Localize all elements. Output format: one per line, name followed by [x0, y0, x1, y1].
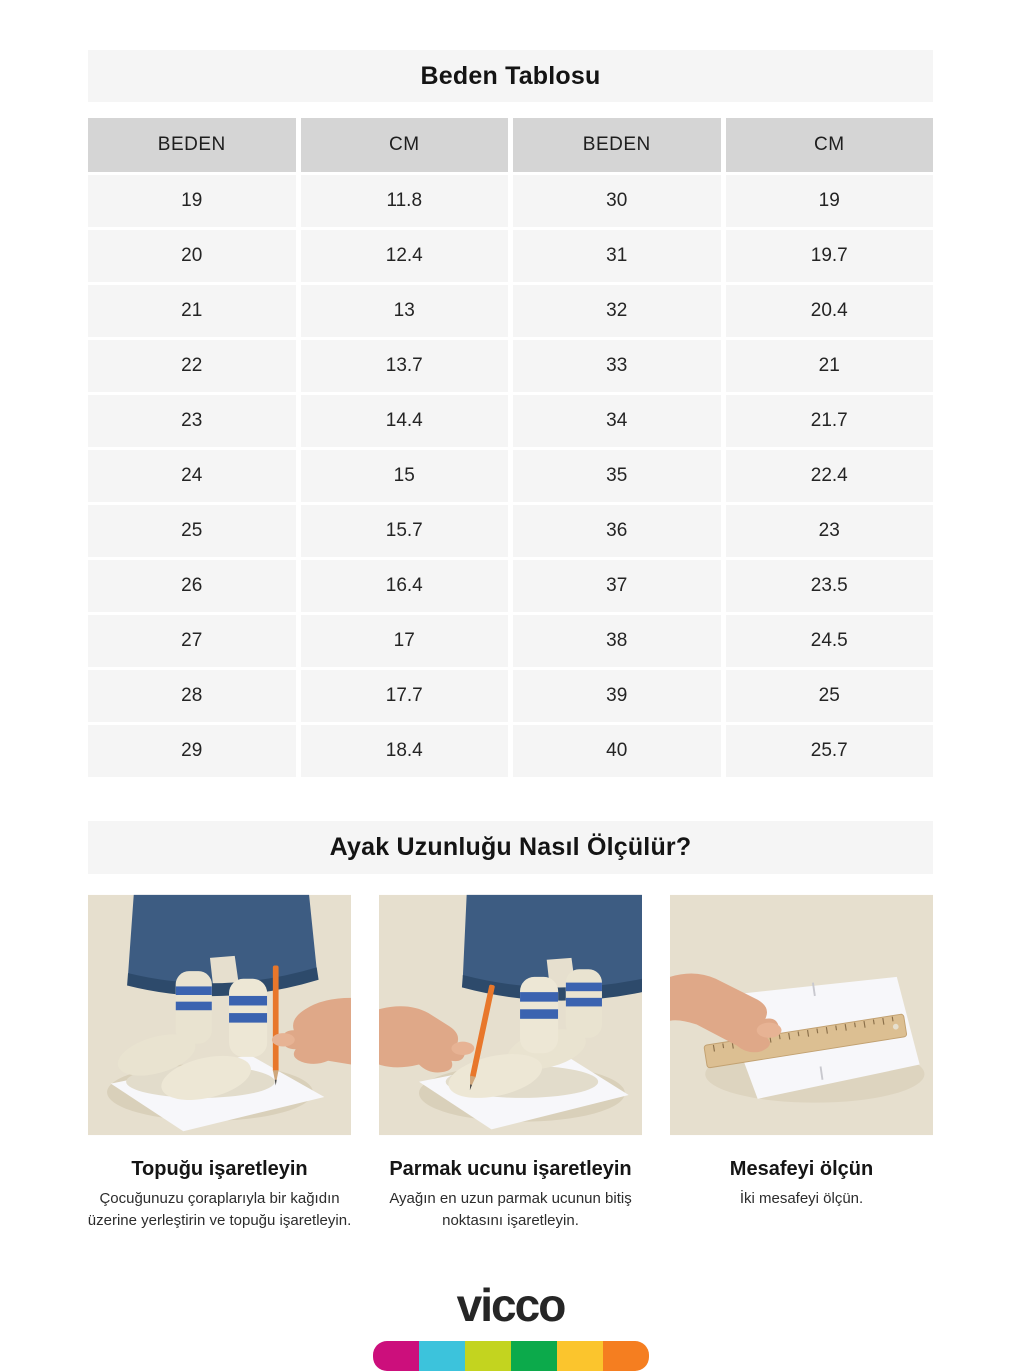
- step-mark-heel: [88, 889, 351, 1232]
- rainbow-segment: [511, 1341, 557, 1371]
- size-cell: 38: [513, 615, 721, 667]
- vicco-logo: vicco: [456, 1278, 565, 1331]
- size-cell: 24: [88, 450, 296, 502]
- size-cell: 20.4: [726, 285, 934, 337]
- size-cell: 25: [88, 505, 296, 557]
- size-cell: 29: [88, 725, 296, 777]
- size-cell: 25: [726, 670, 934, 722]
- size-cell: 22: [88, 340, 296, 392]
- size-cell: 14.4: [301, 395, 509, 447]
- size-cell: 16.4: [301, 560, 509, 612]
- rainbow-segment: [465, 1341, 511, 1371]
- step-description: Ayağın en uzun parmak ucunun bitiş noktasını işaretleyin.: [389, 1190, 632, 1229]
- size-cell: 17: [301, 615, 509, 667]
- size-cell: 34: [513, 395, 721, 447]
- size-cell: 26: [88, 560, 296, 612]
- mark-toe-photo: [379, 889, 642, 1141]
- size-cell: 21.7: [726, 395, 934, 447]
- rainbow-segment: [373, 1341, 419, 1371]
- step-title: Mesafeyi ölçün: [729, 1158, 874, 1180]
- measure-banner: [88, 821, 933, 874]
- mark-heel-photo: [88, 889, 351, 1141]
- step-description: İki mesafeyi ölçün.: [739, 1190, 864, 1207]
- rainbow-bar: [373, 1341, 649, 1371]
- footer: [88, 1278, 933, 1371]
- size-cell: 32: [513, 285, 721, 337]
- rainbow-segment: [603, 1341, 649, 1371]
- size-cell: 12.4: [301, 230, 509, 282]
- size-cell: 15.7: [301, 505, 509, 557]
- size-cell: 19: [726, 175, 934, 227]
- size-cell: 22.4: [726, 450, 934, 502]
- measure-steps: [88, 889, 933, 1232]
- size-cell: 18.4: [301, 725, 509, 777]
- rainbow-segment: [557, 1341, 603, 1371]
- measure-distance-photo: [670, 889, 933, 1141]
- size-cell: 39: [513, 670, 721, 722]
- size-table-header-cm-left: CM: [301, 118, 509, 172]
- size-cell: 20: [88, 230, 296, 282]
- size-cell: 40: [513, 725, 721, 777]
- size-cell: 37: [513, 560, 721, 612]
- step-title: Topuğu işaretleyin: [131, 1158, 308, 1180]
- mark-toe-illustration: [379, 889, 642, 1141]
- measure-title: Ayak Uzunluğu Nasıl Ölçülür?: [329, 833, 692, 861]
- step-mark-toe: [379, 889, 642, 1232]
- size-table-header-beden-right: BEDEN: [513, 118, 721, 172]
- size-table-header-cm-right: CM: [726, 118, 934, 172]
- size-cell: 13.7: [301, 340, 509, 392]
- size-cell: 13: [301, 285, 509, 337]
- size-cell: 30: [513, 175, 721, 227]
- size-cell: 21: [88, 285, 296, 337]
- size-table-header-beden-left: BEDEN: [88, 118, 296, 172]
- step-title: Parmak ucunu işaretleyin: [389, 1158, 632, 1180]
- size-cell: 31: [513, 230, 721, 282]
- size-table-title: Beden Tablosu: [420, 61, 601, 90]
- size-cell: 25.7: [726, 725, 934, 777]
- step-description: Çocuğunuzu çoraplarıyla bir kağıdın üzerine yerleştirin ve topuğu işaretleyin.: [87, 1190, 352, 1229]
- size-cell: 28: [88, 670, 296, 722]
- size-cell: 23.5: [726, 560, 934, 612]
- size-cell: 21: [726, 340, 934, 392]
- size-cell: 33: [513, 340, 721, 392]
- size-cell: 27: [88, 615, 296, 667]
- size-cell: 36: [513, 505, 721, 557]
- size-cell: 15: [301, 450, 509, 502]
- measure-section: [88, 821, 933, 1232]
- size-cell: 11.8: [301, 175, 509, 227]
- size-table-banner: [88, 50, 933, 102]
- size-cell: 23: [726, 505, 934, 557]
- size-cell: 17.7: [301, 670, 509, 722]
- size-cell: 35: [513, 450, 721, 502]
- size-table: [88, 118, 933, 777]
- size-cell: 24.5: [726, 615, 934, 667]
- size-cell: 19: [88, 175, 296, 227]
- size-cell: 23: [88, 395, 296, 447]
- size-cell: 19.7: [726, 230, 934, 282]
- rainbow-segment: [419, 1341, 465, 1371]
- step-measure-distance: [670, 889, 933, 1232]
- mark-heel-illustration: [88, 889, 351, 1141]
- measure-distance-illustration: [670, 889, 933, 1141]
